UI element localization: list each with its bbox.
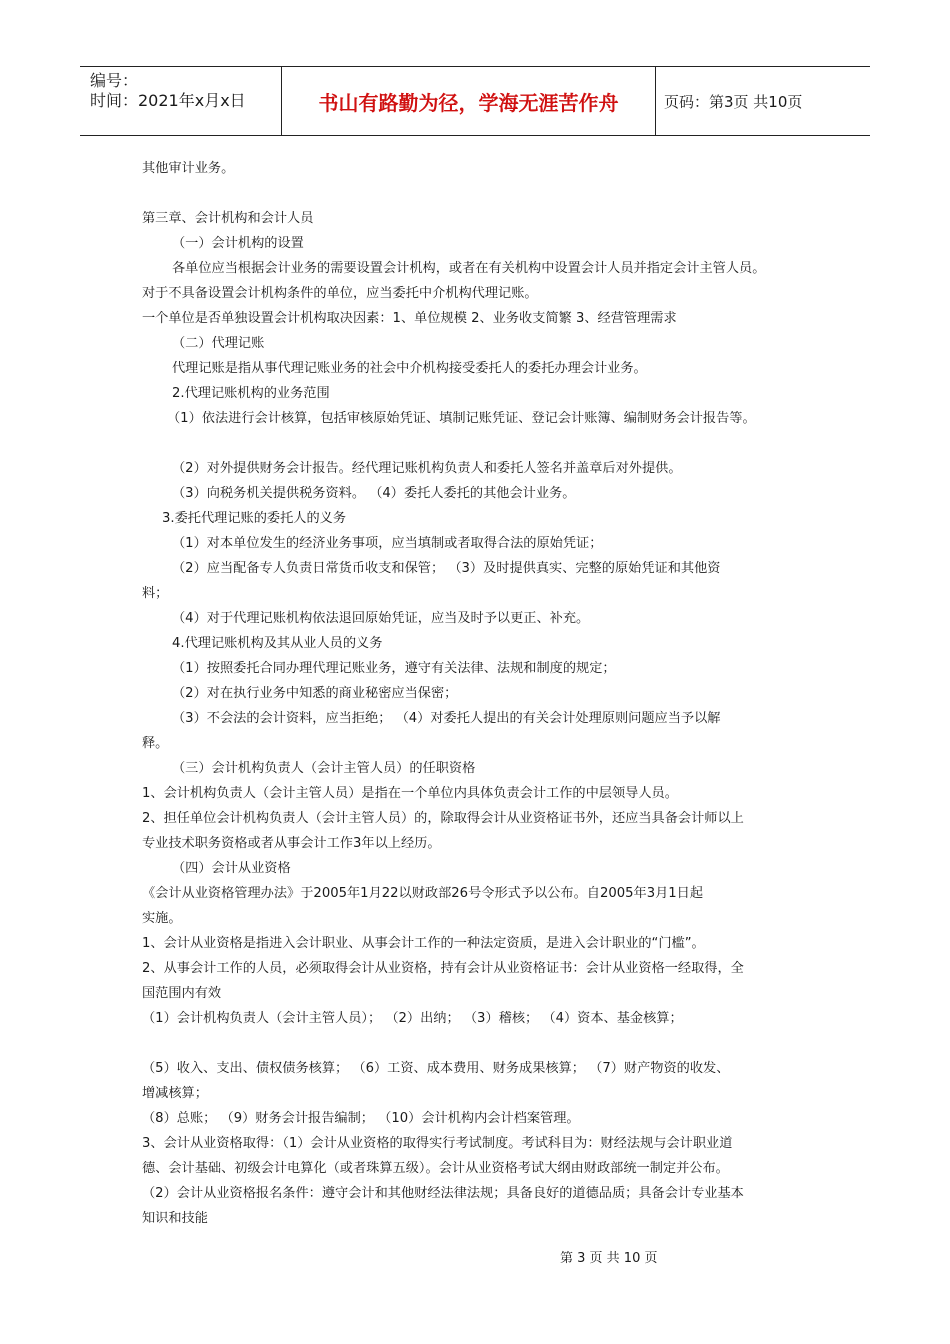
text-line: （2）应当配备专人负责日常货币收支和保管； （3）及时提供真实、完整的原始凭证和其他资: [172, 561, 721, 576]
text-line: 1、会计机构负责人（会计主管人员）是指在一个单位内具体负责会计工作的中层领导人员。: [142, 786, 678, 801]
text-line: 一个单位是否单独设置会计机构取决因素：1、单位规模 2、业务收支简繁 3、经营管理需求: [142, 311, 677, 326]
number-label: 编号：: [90, 71, 139, 90]
text-line: （2）会计从业资格报名条件：遵守会计和其他财经法律法规；具备良好的道德品质；具备会计专业基本: [142, 1186, 744, 1201]
subsection-heading: 2.代理记账机构的业务范围: [172, 386, 330, 401]
text-line: 2、担任单位会计机构负责人（会计主管人员）的，除取得会计从业资格证书外，还应当具备会计师以上: [142, 811, 744, 826]
text-line: （8）总账； （9）财务会计报告编制； （10）会计机构内会计档案管理。: [142, 1111, 580, 1126]
text-line: 1、会计从业资格是指进入会计职业、从事会计工作的一种法定资质，是进入会计职业的“门槛”。: [142, 936, 705, 951]
text-line: （5）收入、支出、债权债务核算； （6）工资、成本费用、财务成果核算； （7）财产物资的收发、: [142, 1061, 730, 1076]
page-footer: 第 3 页 共 10 页: [560, 1251, 658, 1266]
text-line: 增减核算；: [142, 1086, 208, 1101]
chapter-title: 第三章、会计机构和会计人员: [142, 211, 314, 226]
text-line: 料；: [142, 586, 169, 601]
text-line: 实施。: [142, 911, 182, 926]
motto-text: 书山有路勤为径，学海无涯苦作舟: [318, 90, 619, 115]
text-line: 2、从事会计工作的人员，必须取得会计从业资格，持有会计从业资格证书：会计从业资格一经取得，全: [142, 961, 744, 976]
text-line: 对于不具备设置会计机构条件的单位，应当委托中介机构代理记账。: [142, 286, 538, 301]
page-header: [80, 66, 870, 136]
text-line: （1）会计机构负责人（会计主管人员）； （2）出纳； （3）稽核； （4）资本、基金核算；: [142, 1011, 683, 1026]
text-line: 各单位应当根据会计业务的需要设置会计机构，或者在有关机构中设置会计人员并指定会计主管人员。: [172, 261, 766, 276]
page-number-cell: [656, 67, 870, 135]
text-line: 3、会计从业资格取得：（1）会计从业资格的取得实行考试制度。考试科目为：财经法规与会计职业道: [142, 1136, 733, 1151]
text-line: 国范围内有效: [142, 986, 222, 1001]
date-label: 时间：2021年x月x日: [90, 91, 246, 110]
section-heading: （一）会计机构的设置: [172, 236, 304, 251]
text-line: （1）对本单位发生的经济业务事项，应当填制或者取得合法的原始凭证；: [172, 536, 603, 551]
text-line: （2）对在执行业务中知悉的商业秘密应当保密；: [172, 686, 458, 701]
text-line: 《会计从业资格管理办法》于2005年1月22以财政部26号令形式予以公布。自2005年3月1日起: [142, 886, 704, 901]
text-line: 代理记账是指从事代理记账业务的社会中介机构接受委托人的委托办理会计业务。: [172, 361, 647, 376]
section-heading: （二）代理记账: [172, 336, 265, 351]
motto-cell: [282, 67, 656, 135]
text-line: 其他审计业务。: [142, 161, 235, 176]
text-line: 知识和技能: [142, 1211, 208, 1226]
text-line: （3）向税务机关提供税务资料。 （4）委托人委托的其他会计业务。: [172, 486, 576, 501]
text-line: （1）按照委托合同办理代理记账业务，遵守有关法律、法规和制度的规定；: [172, 661, 616, 676]
section-heading: （三）会计机构负责人（会计主管人员）的任职资格: [172, 761, 476, 776]
text-line: （1）依法进行会计核算，包括审核原始凭证、填制记账凭证、登记会计账簿、编制财务会计报告等。: [167, 411, 756, 426]
text-line: （4）对于代理记账机构依法退回原始凭证，应当及时予以更正、补充。: [172, 611, 590, 626]
text-line: （2）对外提供财务会计报告。经代理记账机构负责人和委托人签名并盖章后对外提供。: [172, 461, 682, 476]
text-line: 释。: [142, 736, 169, 751]
section-heading: （四）会计从业资格: [172, 861, 291, 876]
subsection-heading: 4.代理记账机构及其从业人员的义务: [172, 636, 383, 651]
page-label: 页码：第3页 共10页: [664, 92, 803, 111]
text-line: 专业技术职务资格或者从事会计工作3年以上经历。: [142, 836, 441, 851]
subsection-heading: 3.委托代理记账的委托人的义务: [162, 511, 347, 526]
text-line: （3）不会法的会计资料，应当拒绝； （4）对委托人提出的有关会计处理原则问题应当予以解: [172, 711, 721, 726]
header-info-cell: [80, 67, 282, 135]
text-line: 德、会计基础、初级会计电算化（或者珠算五级）。会计从业资格考试大纲由财政部统一制定并公布。: [142, 1161, 729, 1176]
